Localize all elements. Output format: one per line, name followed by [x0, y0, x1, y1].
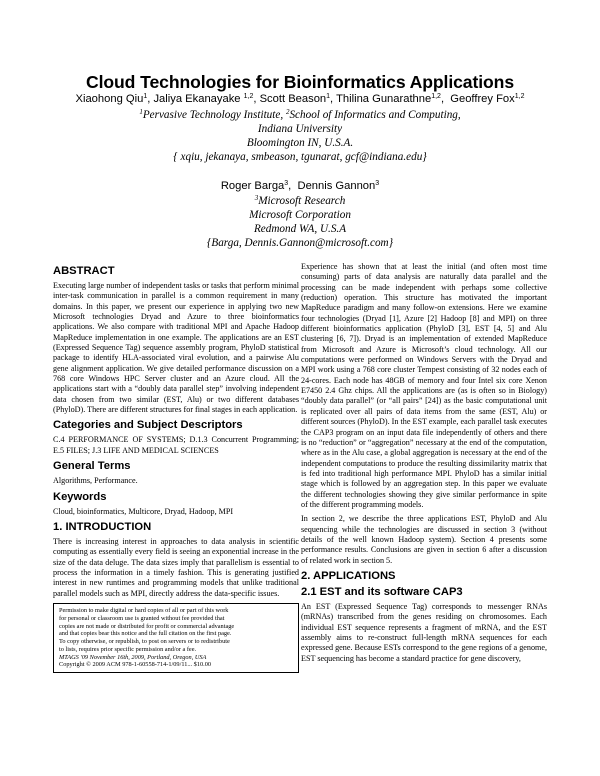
affiliation-school: School of Informatics and Computing,	[289, 109, 461, 121]
applications-heading: 2. APPLICATIONS	[301, 569, 396, 582]
affiliation-mark: 1	[139, 108, 143, 116]
author-affiliation-mark: 1	[326, 93, 331, 100]
author-emails: { xqiu, jekanaya, smbeason, tgunarat, gcf@indiana.edu}	[173, 151, 427, 163]
affiliation-line: Bloomington IN, U.S.A.	[246, 137, 354, 149]
author-affiliation-mark: 1	[143, 93, 148, 100]
keywords-heading: Keywords	[53, 490, 107, 503]
author-emails: {Barga, Dennis.Gannon@microsoft.com}	[206, 237, 394, 249]
permission-line: Permission to make digital or hard copies of all or part of this work	[59, 606, 229, 614]
author-name: Dennis Gannon	[297, 180, 376, 192]
affiliation-line: Microsoft Corporation	[249, 209, 351, 221]
est-section-heading: 2.1 EST and its software CAP3	[301, 585, 463, 598]
right-column	[301, 262, 547, 668]
affiliation-line	[0, 108, 600, 122]
copyright-line: Copyright © 2009 ACM 978-1-60558-714-1/09/11... $10.00	[59, 661, 212, 669]
author-affiliation-mark: 1,2	[243, 93, 254, 100]
introduction-text: There is increasing interest in approaches to data analysis in scientific computing as essentially every field is seeing an exponential increase in the size of the data deluge. The data sizes imply that parallelism is essential to process the information in a timely fashion. This is generating justified interest in new runtimes and programming models that unlike traditional parallel models such as MPI, directly address the data-specific issues.	[53, 536, 299, 598]
permission-line: copies are not made or distributed for profit or commercial advantage	[59, 622, 235, 630]
left-column	[53, 262, 299, 673]
paper-title: Cloud Technologies for Bioinformatics Applications	[85, 72, 515, 92]
affiliation-primary	[0, 108, 600, 164]
permission-line: To copy otherwise, or republish, to post on servers or to redistribute	[59, 638, 230, 646]
general-terms-heading: General Terms	[53, 460, 131, 473]
introduction-heading: 1. INTRODUCTION	[53, 520, 152, 533]
affiliation-secondary	[0, 194, 600, 250]
author-list-secondary: Roger Barga$^3$, Dennis Gannon$^3$	[220, 180, 380, 192]
affiliation-mark: 3	[254, 194, 259, 202]
categories-text: C.4 PERFORMANCE OF SYSTEMS; D.1.3 Concurrent Programming; E.5 FILES; J.3 LIFE AND MEDICAL SCIENCES	[53, 435, 299, 455]
affiliation-line: Redmond WA, U.S.A	[253, 223, 347, 235]
affiliation-institute: Pervasive Technology Institute,	[142, 109, 286, 121]
affiliation-line: Indiana University	[257, 123, 343, 135]
categories-heading: Categories and Subject Descriptors	[53, 419, 243, 432]
author-name: Geoffrey Fox	[450, 93, 515, 105]
permission-notice	[53, 603, 299, 673]
affiliation-mark: 2	[285, 108, 290, 116]
author-name: Xiaohong Qiu	[75, 93, 144, 105]
keywords-text: Cloud, bioinformatics, Multicore, Dryad, Hadoop, MPI	[53, 506, 234, 516]
est-section-text: An EST (Expressed Sequence Tag) corresponds to messenger RNAs (mRNAs) transcribed from the genes residing on chromosomes. Each individual EST sequence represents a fragment of mRNA, and the EST assembly aims to re-construct full-length mRNA sequences for each expressed gene. Because ESTs correspond to the gene regions of a genome, EST sequencing has become a standard practice for gene discovery,	[301, 601, 547, 663]
author-affiliation-mark: 3	[375, 180, 380, 187]
introduction-paragraph: In section 2, we describe the three applications EST, PhyloD and Alu sequencing while the technologies are discussed in section 3 (without details of the well known Hadoop system). Section 4 presents some performance results. Conclusions are given in section 6 after a discussion of related work in section 5.	[301, 514, 547, 565]
author-list-primary: Xiaohong Qiu$^1$, Jaliya Ekanayake $^{1,2}$, Scott Beason$^1$, Thilina Gunarathne$^{1,2}$, Geoffrey Fox$^{1,2}$	[75, 93, 525, 105]
abstract-text: Executing large number of independent tasks or tasks that perform minimal inter-task communication in parallel is a common requirement in many domains. In this paper, we present our experience in applying two new Microsoft technologies Dryad and Azure to three bioinformatics applications. We also compare with traditional MPI and Apache Hadoop MapReduce implementation in one example. The applications are an EST (Expressed Sequence Tag) sequence assembly program, PhyloD statistical package to identify HLA-associated viral evolution, and a pairwise Alu gene alignment application. We give detailed performance discussion on a 768 core Windows HPC Server cluster and an Azure cloud. All the applications start with a “doubly data parallel step” involving independent data chosen from two similar (EST, Alu) or two different databases (PhyloD). There are different structures for final stages in each application.	[53, 281, 299, 415]
author-name: Jaliya Ekanayake	[153, 93, 241, 105]
author-affiliation-mark: 1,2	[514, 93, 525, 100]
permission-line: for personal or classroom use is granted without fee provided that	[59, 614, 225, 622]
permission-line: and that copies bear this notice and the full citation on the first page.	[59, 630, 232, 638]
author-name: Thilina Gunarathne	[336, 93, 432, 105]
author-affiliation-mark: 3	[284, 180, 289, 187]
affiliation-institute: Microsoft Research	[258, 195, 346, 207]
author-name: Scott Beason	[259, 93, 327, 105]
introduction-paragraph: Experience has shown that at least the initial (and often most time consuming) parts of data analysis are naturally data parallel and the processing can be made independent with perhaps some collective (reduction) operation. This structure has motivated the important MapReduce paradigm and many follow-on extensions. Here we examine four technologies (Dryad [1], Azure [2] Hadoop [8] and MPI) on three different bioinformatics application (PhyloD [3], EST [4, 5] and Alu clustering [6, 7]). Dryad is an implementation of extended MapReduce from Microsoft and Azure is Microsoft’s cloud technology. All our computations were performed on Windows Servers with the Dryad and MPI work using a 768 core cluster Tempest consisting of 32 nodes each of 24-cores. Each node has 48GB of memory and four Intel six core Xenon E7450 2.4 Ghz chips. All the applications are (as is often so in Biology) “doubly data parallel” (or “all pairs” [24]) as the basic computational unit is replicated over all pairs of data items from the same (EST, Alu) or different sources (PhyloD). In the EST example, each parallel task executes the CAP3 program on an input data file independently of others and there is no “reduction” or “aggregation” necessary at the end of the computation, where as in the Alu case, a global aggregation is necessary at the end of the independent computations to produce the resulting dissimilarity matrix that is fed into traditional high performance MPI. PhyloD has a similar initial stage which is followed by an aggregation step. In this paper we evaluate the different technologies showing they give similar performance in spite of the different programming models.	[301, 262, 547, 509]
conference-line: MTAGS '09 November 16th, 2009, Portland, Oregon, USA	[59, 653, 207, 661]
abstract-heading: ABSTRACT	[53, 265, 115, 277]
affiliation-line	[0, 194, 600, 208]
author-affiliation-mark: 1,2	[431, 93, 441, 100]
general-terms-text: Algorithms, Performance.	[53, 476, 138, 486]
author-name: Roger Barga	[220, 180, 285, 192]
permission-line: to lists, requires prior specific permission and/or a fee.	[59, 645, 197, 653]
